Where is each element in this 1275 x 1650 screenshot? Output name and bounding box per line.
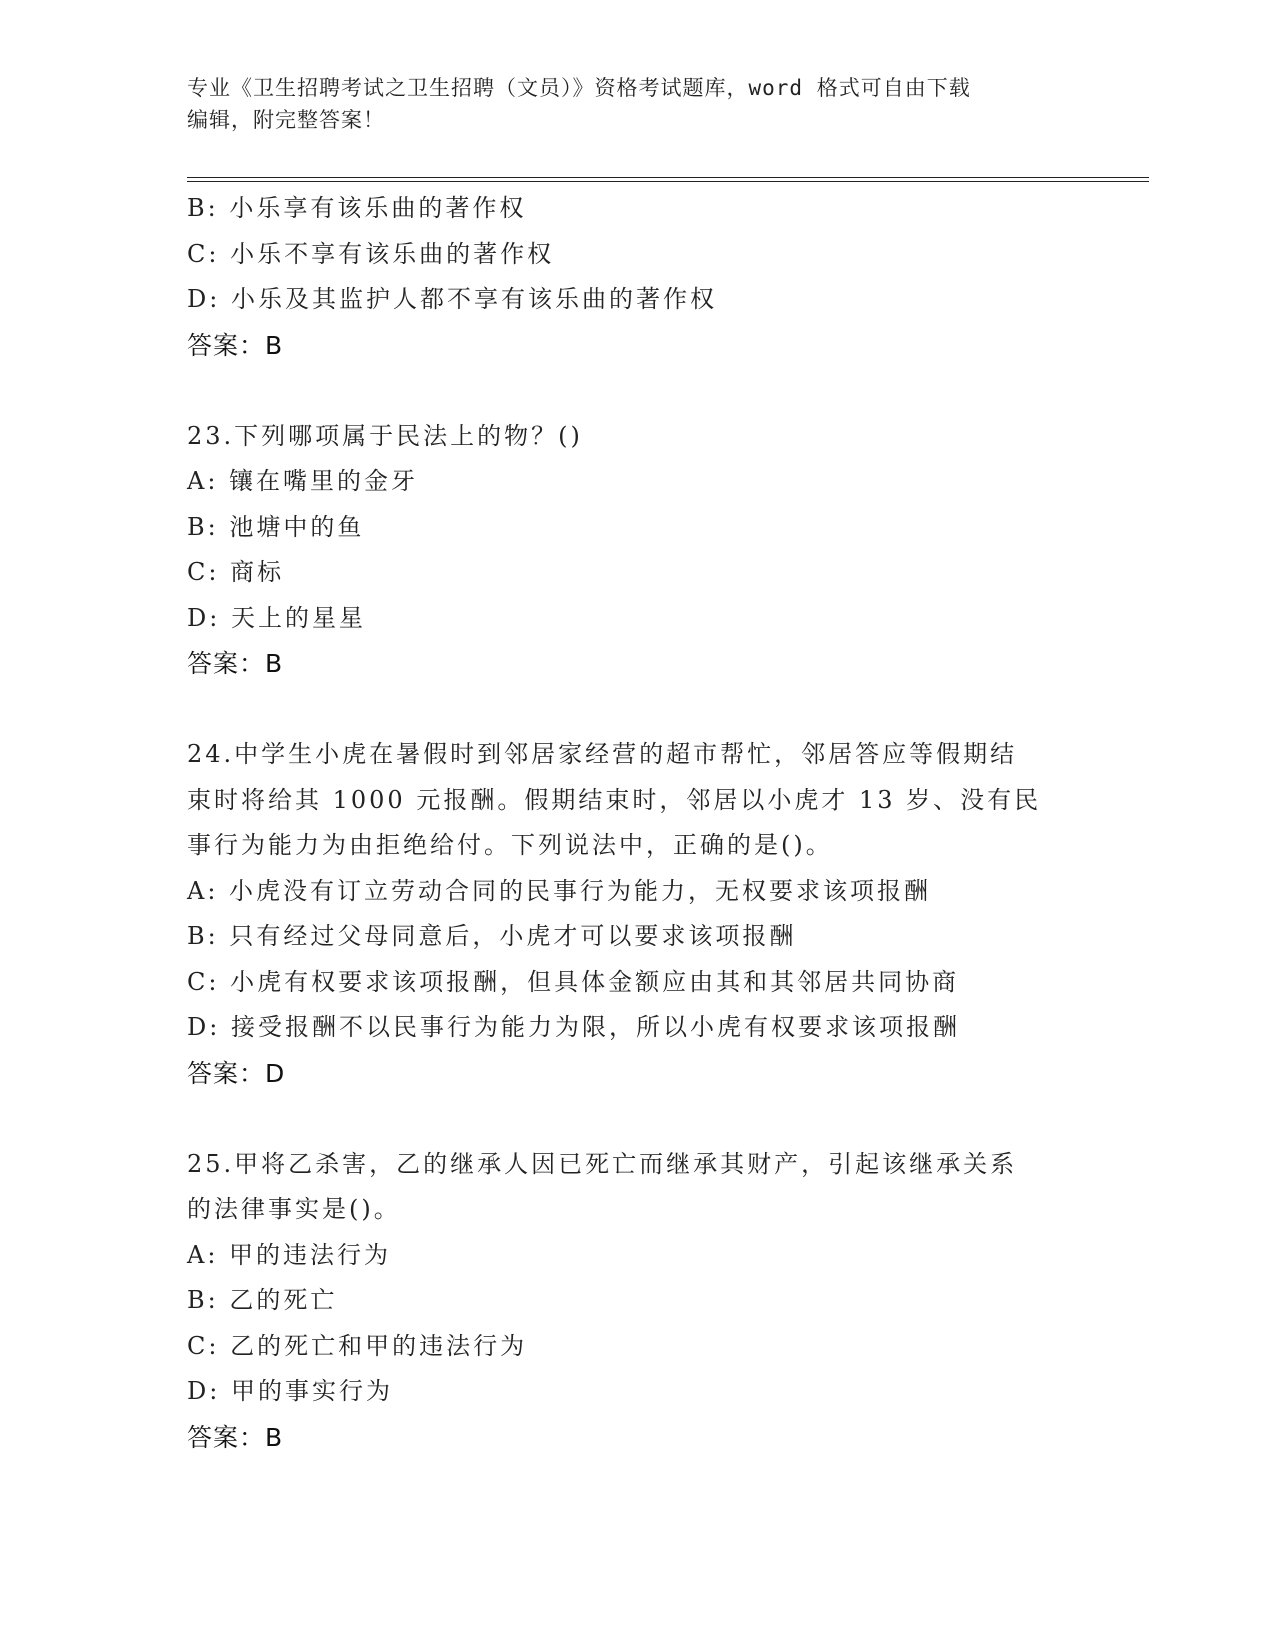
question-stem: 23.下列哪项属于民法上的物？() [187,421,583,450]
question-25 [187,1142,1087,1461]
question-stem-line-1: 25.甲将乙杀害，乙的继承人因已死亡而继承其财产，引起该继承关系 [187,1149,1018,1178]
document-header [187,72,1087,136]
option-a: A: 小虎没有订立劳动合同的民事行为能力，无权要求该项报酬 [187,876,932,905]
question-23 [187,414,1087,687]
option-a: A: 甲的违法行为 [187,1240,392,1269]
option-d: D: 甲的事实行为 [187,1377,393,1405]
option-c: C: 乙的死亡和甲的违法行为 [187,1331,528,1360]
option-c: C: 小乐不享有该乐曲的著作权 [187,239,555,268]
question-stem-line-1: 24.中学生小虎在暑假时到邻居家经营的超市帮忙，邻居答应等假期结 [187,740,1018,768]
option-d: D: 小乐及其监护人都不享有该乐曲的著作权 [187,285,717,313]
header-title-line-2: 编辑，附完整答案！ [187,108,385,132]
answer-line: 答案：B [187,649,284,678]
question-stem-line-2: 束时将给其 1000 元报酬。假期结束时，邻居以小虎才 13 岁、没有民 [187,785,1042,814]
answer-line: 答案：D [187,1058,286,1088]
header-title-line-1: 专业《卫生招聘考试之卫生招聘（文员）》资格考试题库，word 格式可自由下载 [187,76,971,100]
option-c: C: 小虎有权要求该项报酬，但具体金额应由其和其邻居共同协商 [187,967,960,996]
option-b: B: 池塘中的鱼 [187,512,365,541]
option-b: B: 乙的死亡 [187,1286,338,1314]
question-22-tail [187,186,1087,368]
question-stem-line-3: 事行为能力为由拒绝给付。下列说法中，正确的是()。 [187,831,833,859]
option-c: C: 商标 [187,558,285,586]
answer-line: 答案：B [187,1422,284,1452]
option-b: B: 只有经过父母同意后，小虎才可以要求该项报酬 [187,922,797,950]
question-content [187,186,1087,1460]
option-a: A: 镶在嘴里的金牙 [187,467,419,495]
question-24 [187,732,1087,1096]
option-d: D: 接受报酬不以民事行为能力为限，所以小虎有权要求该项报酬 [187,1013,960,1041]
option-d: D: 天上的星星 [187,603,366,632]
option-b: B: 小乐享有该乐曲的著作权 [187,194,527,222]
answer-line: 答案：B [187,330,284,360]
header-divider [187,177,1149,182]
question-stem-line-2: 的法律事实是()。 [187,1195,401,1223]
